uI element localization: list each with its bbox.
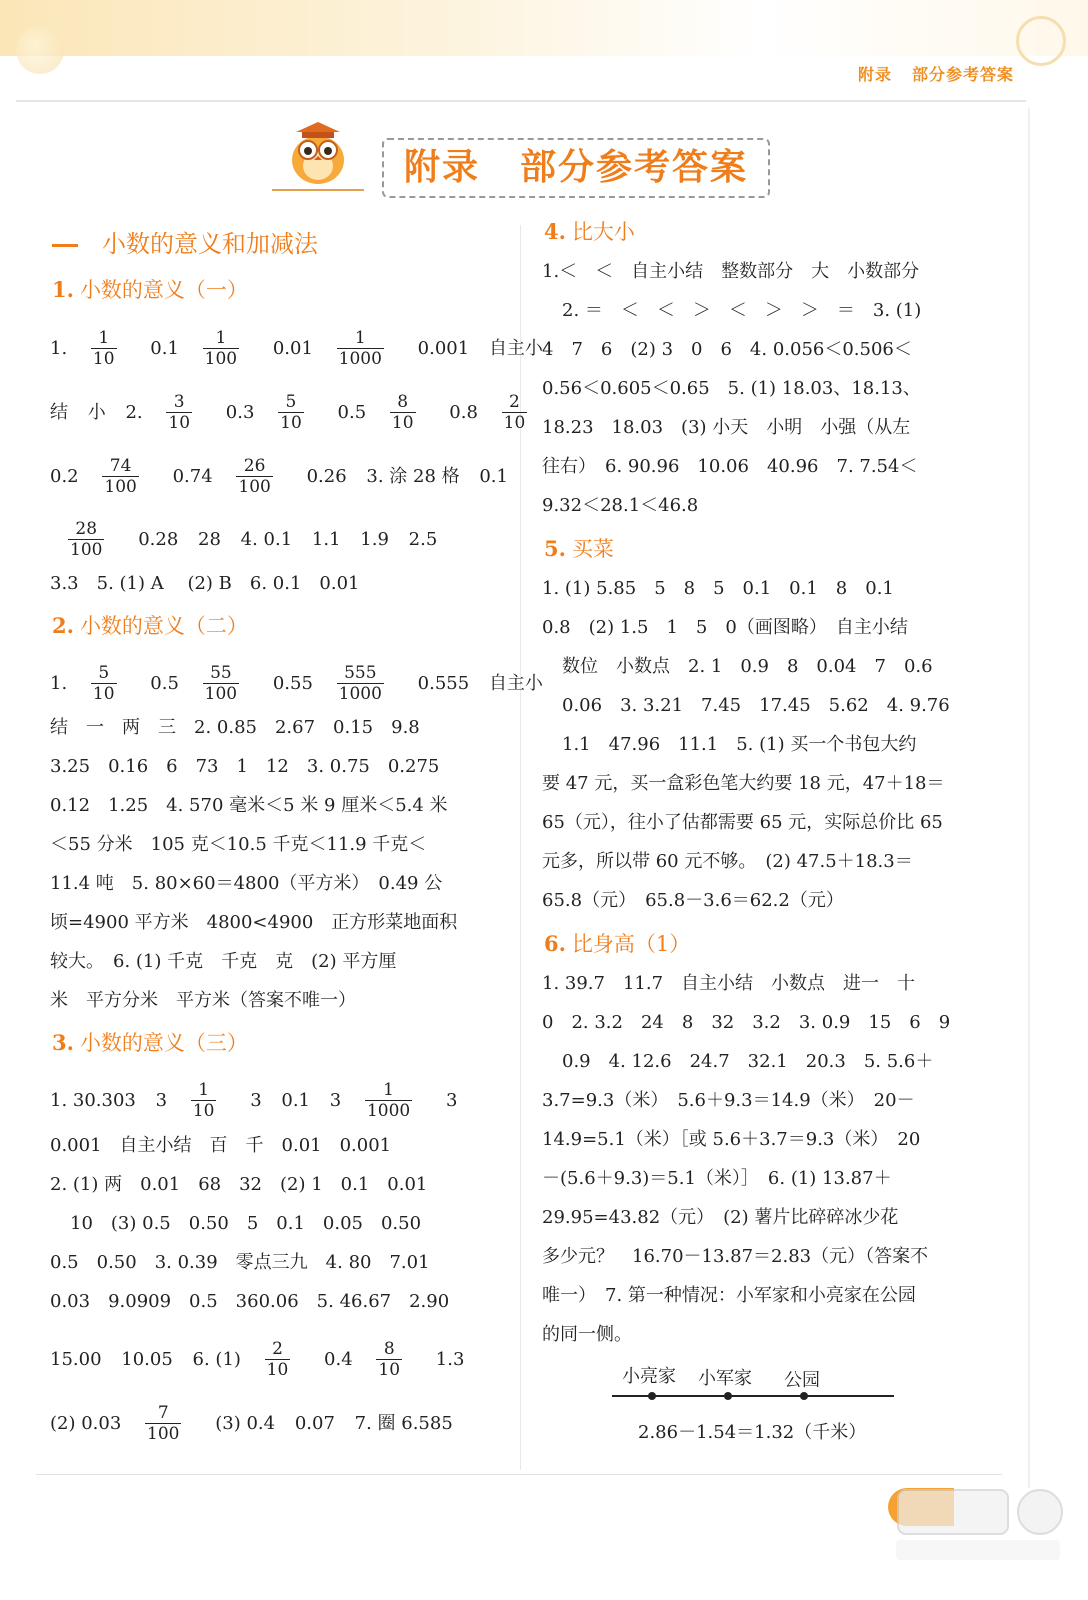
answer-line: 要 47 元，买一盒彩色笔大约要 18 元，47＋18＝ [542,773,945,794]
answer-line: 0.56＜0.605＜0.65 5. (1) 18.03、18.13、 [542,378,921,399]
answer-line: 2. (1) 两 0.01 68 32 (2) 1 0.1 0.01 [50,1174,428,1195]
answer-text: 3. [52,1030,74,1055]
subsection-title-6 [544,928,690,958]
answer-line: 往右） 6. 90.96 10.06 40.96 7. 7.54＜ [542,456,918,477]
answer-text: 小数的意义（一） [79,278,248,302]
answer-text: 10 [92,684,115,704]
answer-text: 6. [544,931,566,956]
fraction [203,328,253,369]
answer-text: 8 [376,1339,402,1360]
answer-line: 1. (1) 5.85 5 8 5 0.1 0.1 8 0.1 [542,578,894,599]
appendix-title-banner [382,138,770,198]
distance-diagram [612,1358,902,1458]
answer-text: 6. (1) [192,1348,241,1370]
answer-line [50,1403,467,1444]
diagram-label-xiaojun: 小军家 [698,1368,752,1389]
answer-text: 8 [390,392,416,413]
answer-line: 11.4 吨 5. 80×60＝4800（平方米） 0.49 公 [50,873,443,894]
answer-line: 唯一） 7. 第一种情况：小军家和小亮家在公园 [542,1285,916,1306]
answer-line: 4 7 6 (2) 3 0 6 4. 0.056＜0.506＜ [542,339,912,360]
header-title: 部分参考答案 [912,65,1015,84]
answer-line: 0.9 4. 12.6 24.7 32.1 20.3 5. 5.6＋ [562,1051,934,1072]
answer-text: 1 [191,1080,217,1101]
fraction [236,456,286,497]
answer-text: 2. [52,613,74,638]
answer-text: 自主小 [488,337,543,359]
answer-line: 0.5 0.50 3. 0.39 零点三九 4. 80 7.01 [50,1252,430,1273]
answer-text: 0.5 [150,672,179,694]
magnifier-icon [1016,16,1066,66]
answer-text: 7. 圈 6.585 [354,1412,453,1434]
answer-text: (2) 0.03 [50,1412,122,1434]
diagram-point-park [800,1392,808,1400]
watermark-logo-icon [890,1484,1066,1564]
answer-text: 100 [104,477,137,497]
answer-text: 555 [337,663,384,684]
answer-text: 0.1 [281,1089,311,1111]
answer-text: 3 [445,1089,458,1111]
answer-text: 比大小 [571,220,635,244]
answer-text: 0.55 [272,672,313,694]
answer-text: 自主小 [488,672,543,694]
subsection-title-3 [52,1027,248,1057]
chapter-title-text: 小数的意义和加减法 [102,230,318,258]
answer-text: 0.07 [294,1412,335,1434]
answer-line: 多少元？ 16.70－13.87＝2.83（元）（答案不 [542,1246,929,1267]
fraction [166,392,206,433]
answer-text: 5. [544,536,566,561]
answer-line [50,663,557,704]
answer-line [50,1339,478,1380]
answer-text: 1. [50,672,68,694]
fraction [68,519,118,560]
answer-text: 0.001 [417,337,470,359]
answer-text: 100 [147,1424,180,1444]
chapter-dash [52,244,78,247]
answer-text: 0.555 [417,672,470,694]
answer-text: 1 [91,328,117,349]
answer-text: 100 [70,540,103,560]
answer-text: 0.74 [172,465,213,487]
answer-line: 10 (3) 0.5 0.50 5 0.1 0.05 0.50 [70,1213,422,1234]
header-tag: 附录 [858,65,893,84]
answer-line [50,1080,471,1121]
banner-appendix: 附录 [403,147,480,188]
answer-text: 10 [266,1360,289,1380]
answer-line: 0.12 1.25 4. 570 毫米＜5 米 9 厘米＜5.4 米 [50,795,448,816]
banner-title: 部分参考答案 [520,147,749,188]
answer-text: 1.3 [435,1348,465,1370]
fraction [337,663,398,704]
answer-text: 1000 [338,684,382,704]
answer-line [64,519,451,560]
answer-text: 0.4 [324,1348,353,1370]
answer-text: 0.26 [306,465,347,487]
subsection-title-5 [544,533,614,563]
subsection-title-2 [52,610,248,640]
answer-text: 1 [337,328,384,349]
subsection-title-1 [52,274,248,304]
answer-text: 3 [329,1089,342,1111]
answer-text: 7 [145,1403,181,1424]
answer-text: 小数的意义（二） [79,614,248,638]
answer-text: 3 [166,392,192,413]
answer-text: 28 [198,528,221,550]
answer-text: 55 [203,663,239,684]
answer-line: 1. 39.7 11.7 自主小结 小数点 进一 十 [542,973,916,994]
fraction [502,392,542,433]
diagram-point-xiaojun [724,1392,732,1400]
answer-text: 26 [236,456,272,477]
answer-line: 1.＜ ＜ 自主小结 整数部分 大 小数部分 [542,261,920,282]
footer-divider [36,1474,1002,1475]
answer-line: 18.23 18.03 (3) 小天 小明 小强（从左 [542,417,911,438]
running-header [858,62,1014,85]
fraction [191,1080,231,1121]
answer-line: ＜55 分米 105 克＜10.5 千克＜11.9 千克＜ [50,834,427,855]
answer-line: 0.8 (2) 1.5 1 5 0（画图略） 自主小结 [542,617,908,638]
answer-text: 15.00 [50,1348,102,1370]
answer-line [50,392,555,433]
fraction [337,328,398,369]
answer-text: 0.1 [150,337,179,359]
answer-text: 1.9 [360,528,389,550]
fraction [203,663,253,704]
diagram-label-park: 公园 [784,1370,820,1391]
answer-text: (3) 0.4 [215,1412,276,1434]
diagram-point-xiaoliang [648,1392,656,1400]
answer-text: 100 [238,477,271,497]
answer-text: 1.1 [311,528,341,550]
fraction [265,1339,305,1380]
answer-line: 9.32＜28.1＜46.8 [542,495,699,516]
answer-line: 0.06 3. 3.21 7.45 17.45 5.62 4. 9.76 [562,695,950,716]
answer-text: 0.3 [225,401,255,423]
answer-line: 3.7=9.3（米） 5.6＋9.3＝14.9（米） 20－ [542,1090,915,1111]
diagram-formula: 2.86－1.54＝1.32（千米） [638,1422,867,1443]
answer-line: 0 2. 3.2 24 8 32 3.2 3. 0.9 15 6 9 [542,1012,951,1033]
answer-line: 3.25 0.16 6 73 1 12 3. 0.75 0.275 [50,756,440,777]
answer-line: 的同一侧。 [542,1324,632,1345]
answer-text: 0.01 [272,337,313,359]
answer-text: 0.28 [138,528,179,550]
answer-text: 10 [168,413,191,433]
answer-text: 0.8 [449,401,478,423]
answer-line: 米 平方分米 平方米（答案不唯一） [50,990,356,1011]
answer-text: 0.1 [479,465,508,487]
answer-text: 1 [203,328,239,349]
answer-line: 较大。 6. (1) 千克 千克 克 (2) 平方厘 [50,951,397,972]
answer-line: 0.03 9.0909 0.5 360.06 5. 46.67 2.90 [50,1291,450,1312]
lightbulb-icon [16,26,64,74]
answer-line: 数位 小数点 2. 1 0.9 8 0.04 7 0.6 [562,656,933,677]
answer-text: 10 [192,1101,215,1121]
answer-line: 顷=4900 平方米 4800<4900 正方形菜地面积 [50,912,458,933]
answer-text: 小数的意义（三） [79,1031,248,1055]
answer-text: 小 [87,401,106,423]
answer-line: 元多，所以带 60 元不够。 (2) 47.5＋18.3＝ [542,851,913,872]
fraction [102,456,152,497]
answer-text: 0.5 [337,401,367,423]
answer-line [50,456,522,497]
answer-line: 3.3 5. (1) A (2) B 6. 0.1 0.01 [50,573,360,594]
answer-text: 0.2 [50,465,79,487]
answer-text: 2 [265,1339,291,1360]
answer-text: 1. [50,337,68,359]
answer-text: 5 [91,663,117,684]
answer-text: 10.05 [121,1348,173,1370]
fraction [145,1403,195,1444]
fraction [91,663,131,704]
answer-line: －(5.6＋9.3)＝5.1（米）］ 6. (1) 13.87＋ [542,1168,892,1189]
answer-text: 2.5 [408,528,438,550]
subsection-title-4 [544,216,635,246]
answer-text: 4. 0.1 [240,528,293,550]
chapter-title [52,224,318,259]
answer-line [50,328,557,369]
answer-line: 65（元），往小了估都需要 65 元，实际总价比 65 [542,812,943,833]
answer-line: 14.9=5.1（米）［或 5.6＋3.7＝9.3（米） 20 [542,1129,921,1150]
fraction [390,392,430,433]
answer-text: 100 [204,684,238,704]
answer-text: 10 [280,413,302,433]
answer-line: 结 一 两 三 2. 0.85 2.67 0.15 9.8 [50,717,420,738]
owl-mascot-icon [268,110,368,196]
answer-text: 1. [52,277,74,302]
answer-text: 74 [102,456,138,477]
answer-text: 4. [544,219,566,244]
answer-line: 29.95=43.82（元） (2) 薯片比碎碎冰少花 [542,1207,899,1228]
answer-text: 5 [278,392,304,413]
answer-text: 1000 [366,1101,411,1121]
fraction [278,392,318,433]
answer-text: 28 [68,519,104,540]
answer-text: 10 [391,413,414,433]
answer-text: 10 [503,413,526,433]
answer-text: 100 [204,349,238,369]
answer-text: 3. 涂 28 格 [366,465,460,487]
answer-text: 10 [92,349,115,369]
fraction [365,1080,426,1121]
answer-text: 10 [378,1360,401,1380]
answer-text: 结 [50,401,68,423]
answer-line: 1.1 47.96 11.1 5. (1) 买一个书包大约 [562,734,917,755]
answer-text: 2 [502,392,528,413]
top-decorative-band [0,0,1088,56]
answer-text: 3 [155,1089,168,1111]
diagram-label-xiaoliang: 小亮家 [622,1366,676,1387]
answer-line: 2. ＝ ＜ ＜ ＞ ＜ ＞ ＞ ＝ 3. (1) [562,300,922,321]
answer-text: 买菜 [571,537,614,561]
header-divider [16,100,1026,102]
answer-text: 比身高（1） [571,932,691,956]
answer-line: 65.8（元） 65.8－3.6＝62.2（元） [542,890,844,911]
answer-text: 3 [250,1089,262,1111]
answer-line: 0.001 自主小结 百 千 0.01 0.001 [50,1135,392,1156]
fraction [91,328,131,369]
answer-text: 1000 [338,349,382,369]
answer-text: 2. [125,401,143,423]
answer-text: 1 [365,1080,412,1101]
answer-text: 1. 30.303 [50,1089,136,1111]
fraction [376,1339,416,1380]
